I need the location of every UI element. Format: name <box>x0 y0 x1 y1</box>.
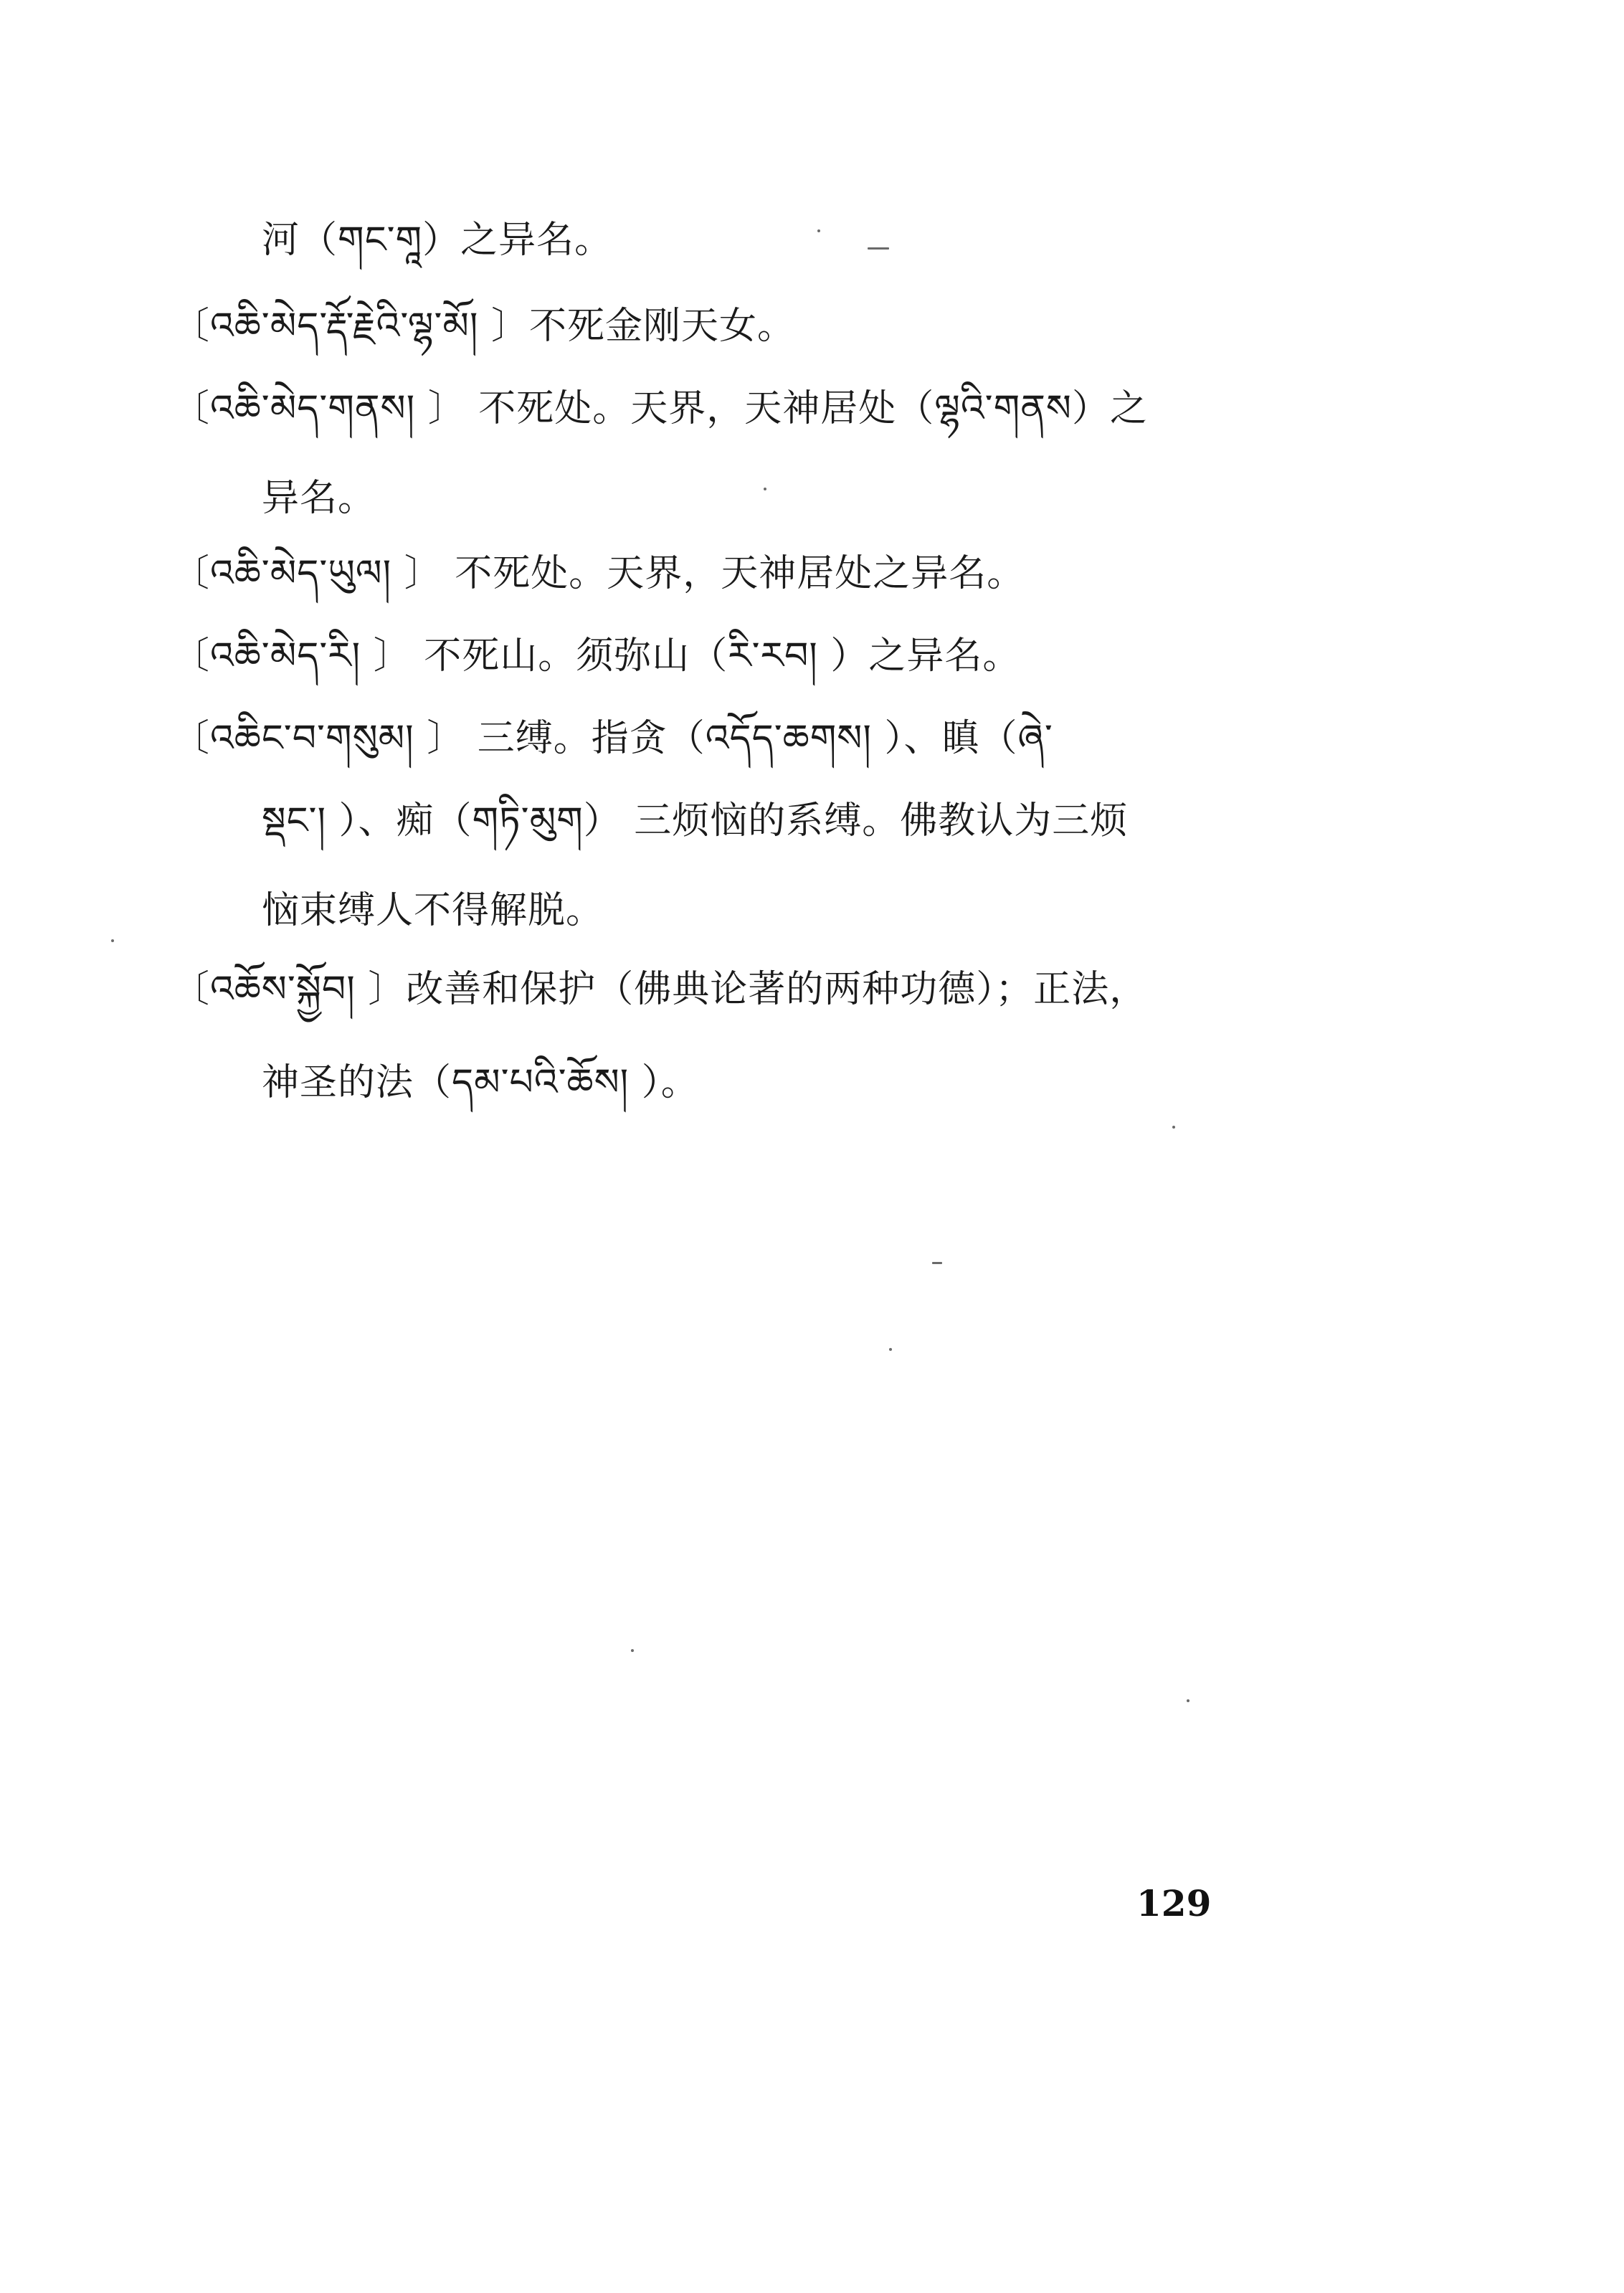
scan-speck <box>868 247 889 250</box>
entry-line: 河（གང་གཱ）之异名。 <box>262 219 613 262</box>
entry-headword-line: 〔འཆིང་བ་གསུམ། 〕 三缚。指贪（འདོད་ཆགས། ）、瞋（ཞེ་ <box>172 717 1053 760</box>
scan-speck <box>1172 1126 1175 1129</box>
scan-speck <box>631 1649 634 1652</box>
scan-speck <box>817 229 820 232</box>
entry-headword-line: 〔འཆི་མེད་རྡོ་རྗེའི་ལྷ་མོ། 〕不死金刚天女。 <box>172 305 795 348</box>
entry-headword-line: 〔འཆི་མེད་གནས། 〕 不死处。天界，天神居处（ལྷའི་གནས）之 <box>172 387 1148 430</box>
entry-continuation-line: སྡང་། ）、痴（གཏི་མུག） 三烦恼的系缚。佛教认为三烦 <box>262 799 1129 842</box>
entry-continuation-line: 恼束缚人不得解脱。 <box>262 889 604 932</box>
page-number: 129 <box>1136 1882 1212 1924</box>
entry-headword-line: 〔འཆོས་སྐྱོབ། 〕改善和保护（佛典论著的两种功德）；正法， <box>172 968 1148 1011</box>
scan-speck <box>764 488 766 490</box>
scan-speck <box>889 1348 892 1351</box>
scan-speck <box>111 939 114 942</box>
scan-speck <box>1187 1699 1189 1702</box>
entry-continuation-line: 神圣的法（དམ་པའི་ཆོས། ）。 <box>262 1061 699 1104</box>
entry-continuation-line: 异名。 <box>262 477 376 520</box>
entry-headword-line: 〔འཆི་མེད་རི། 〕 不死山。须弥山（རི་རབ། ）之异名。 <box>172 635 1021 678</box>
entry-headword-line: 〔འཆི་མེད་ཡུལ། 〕 不死处。天界，天神居处之异名。 <box>172 552 1025 595</box>
scan-speck <box>932 1262 942 1264</box>
